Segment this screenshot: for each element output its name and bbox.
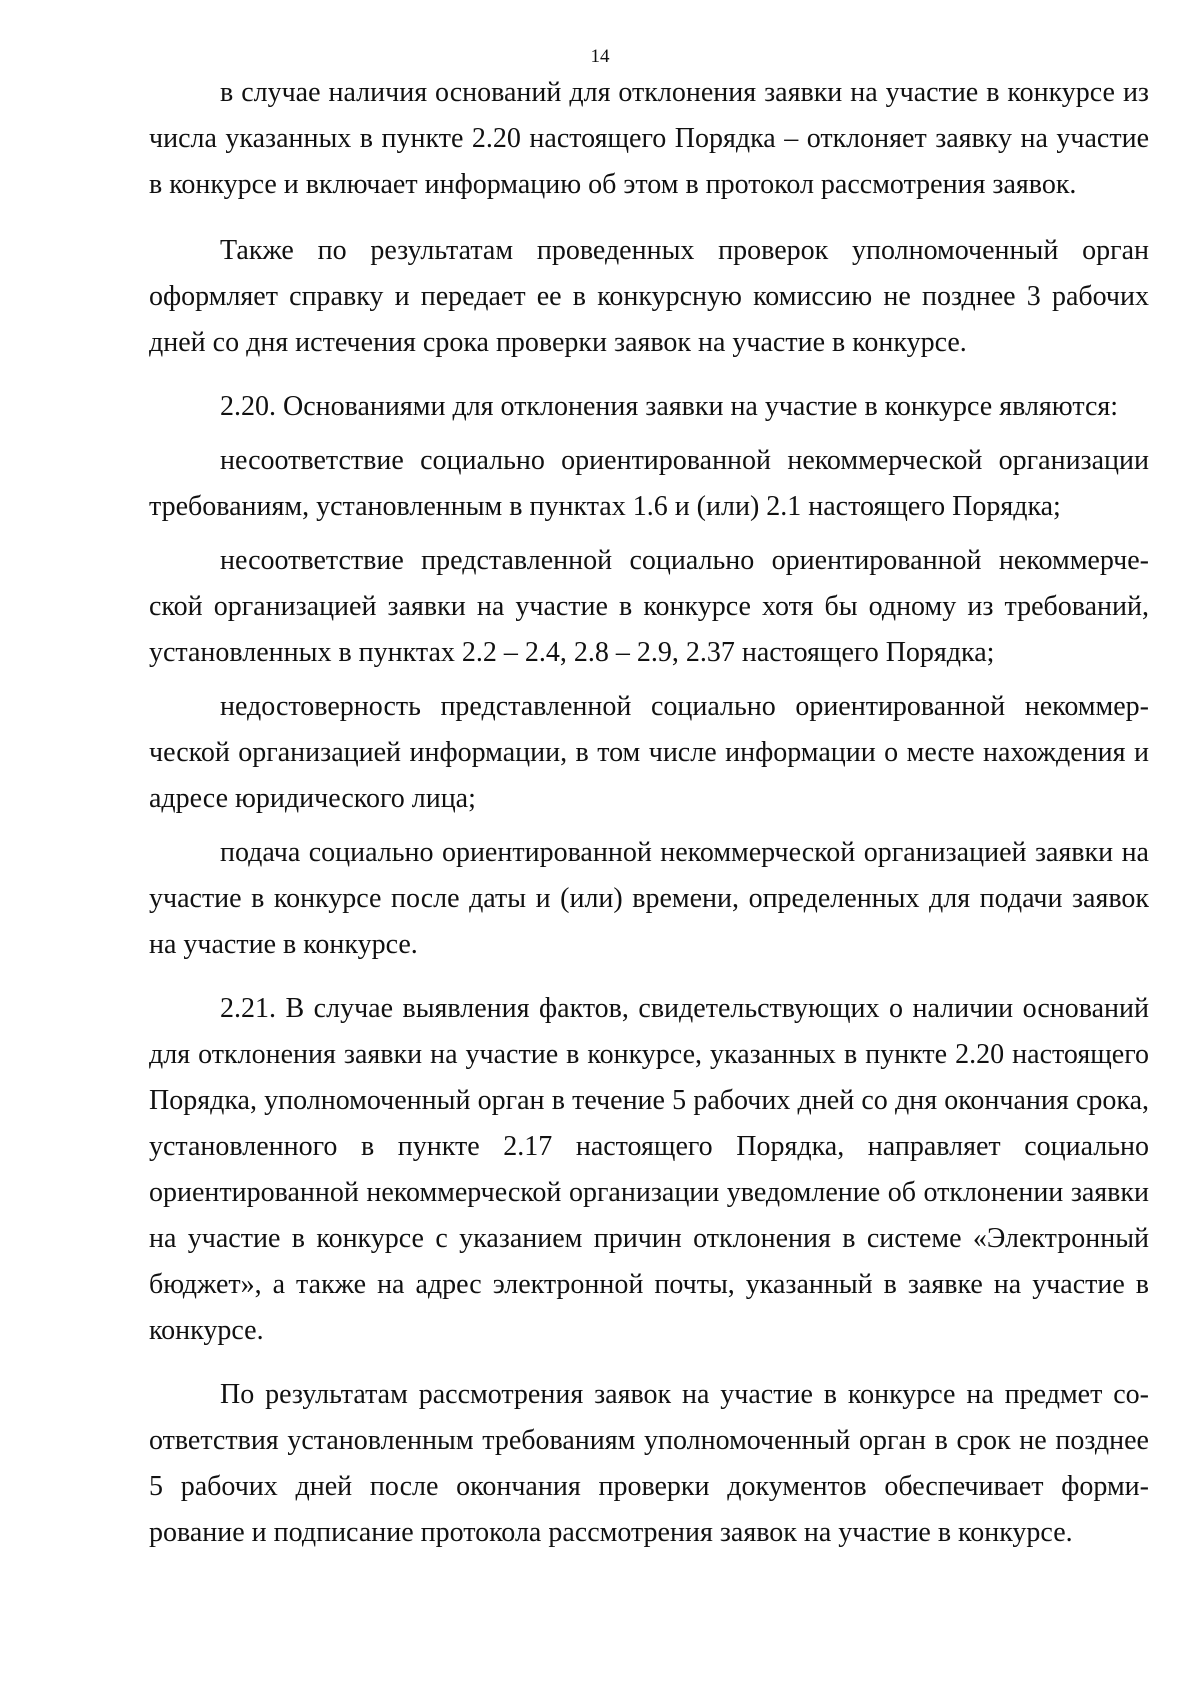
paragraph-clause-2-21: 2.21. В случае выявления фактов, свидетельствующих о наличии оснований для отклонения заявки на участие в конкурсе, указанных в пункте 2.20 настоящего Порядка, уполномоченный орган в течение 5 рабочих дней со дня окончания срока, установленного в пункте 2.17 настоящего Порядка, направляет социально ориентированной некоммерческой организации уведомление об отклонении заявки на участие в конкурсе с указанием причин отклонения в системе «Электронный бюджет», а также на адрес электронной почты, указанный в заявке на участие в конкурсе.: [149, 993, 1149, 1346]
paragraph-protocol: По результатам рассмотрения заявок на участие в конкурсе на предмет соответствия установленным требованиям уполномоченный орган в срок не позднее 5 рабочих дней после окончания проверки документов обеспечивает формирование и подписание протокола рассмотрения заявок на участие в конкурсе.: [149, 1379, 1149, 1548]
paragraph-ground-application: несоответствие представленной социально ориентированной некоммерческой организацией заявки на участие в конкурсе хотя бы одному из требований, установленных в пунктах 2.2 – 2.4, 2.8 – 2.9, 2.37 настоящего Порядка;: [149, 545, 1149, 668]
paragraph-certificate: Также по результатам проведенных проверок уполномоченный орган оформляет справку и передает ее в конкурсную комиссию не позднее 3 рабочих дней со дня истечения срока проверки заявок на участие в конкурсе.: [149, 235, 1149, 358]
paragraph-ground-requirements: несоответствие социально ориентированной некоммерческой организации требованиям, установленным в пунктах 1.6 и (или) 2.1 настоящего Порядка;: [149, 445, 1149, 522]
document-body: [149, 70, 1149, 1564]
paragraph-clause-2-20: 2.20. Основаниями для отклонения заявки на участие в конкурсе являются:: [220, 391, 1119, 422]
paragraph-rejection-continuation: в случае наличия оснований для отклонения заявки на участие в конкурсе из числа указанных в пункте 2.20 настоящего Порядка – отклоняет заявку на участие в конкурсе и включает информацию об этом в протокол рассмотрения заявок.: [149, 77, 1149, 200]
paragraph-ground-late-submission: подача социально ориентированной некоммерческой организацией заявки на участие в конкурсе после даты и (или) времени, определенных для подачи заявок на участие в конкурсе.: [149, 837, 1149, 960]
paragraph-ground-inaccuracy: недостоверность представленной социально ориентированной некоммерческой организацией информации, в том числе информации о месте нахождения и адресе юридического лица;: [149, 691, 1149, 814]
page-number: 14: [590, 46, 610, 67]
